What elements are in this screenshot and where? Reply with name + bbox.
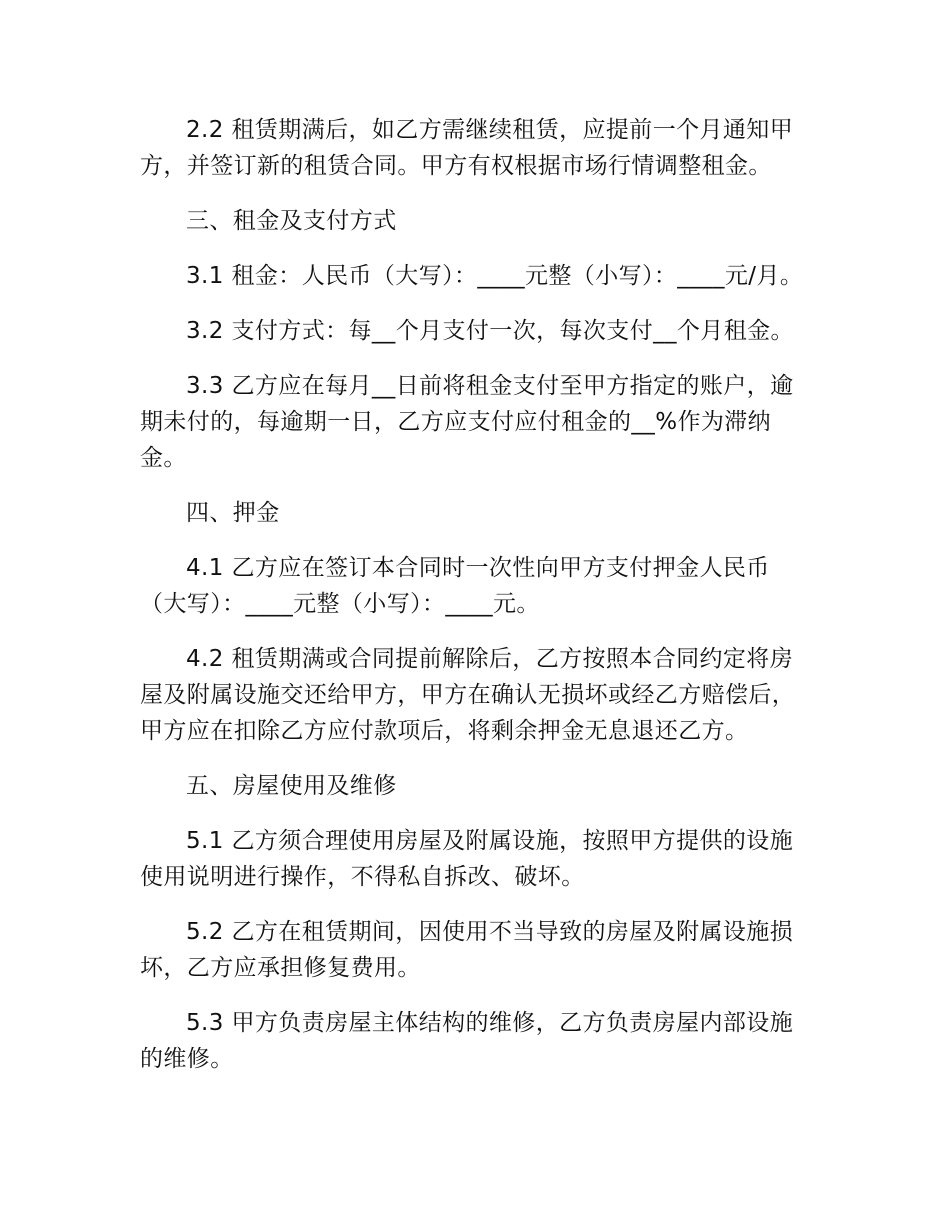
clause-4-2: 4.2 租赁期满或合同提前解除后，乙方按照本合同约定将房屋及附属设施交还给甲方，甲方在确认无损坏或经乙方赔偿后，甲方应在扣除乙方应付款项后，将剩余押金无息退还乙方。 — [140, 646, 796, 744]
clause-3-2: 3.2 支付方式：每__个月支付一次，每次支付__个月租金。 — [186, 318, 794, 344]
document-body — [140, 112, 812, 1096]
clause-2-2: 2.2 租赁期满后，如乙方需继续租赁，应提前一个月通知甲方，并签订新的租赁合同。甲方有权根据市场行情调整租金。 — [140, 117, 794, 179]
clause-3-1: 3.1 租金：人民币（大写）：____元整（小写）：____元/月。 — [186, 263, 804, 289]
section-heading-deposit: 四、押金 — [186, 500, 280, 526]
clause-5-1: 5.1 乙方须合理使用房屋及附属设施，按照甲方提供的设施使用说明进行操作，不得私自拆改、破坏。 — [140, 828, 794, 890]
clause-4-1: 4.1 乙方应在签订本合同时一次性向甲方支付押金人民币（大写）：____元整（小写）：____元。 — [140, 555, 770, 617]
section-heading-rent-payment: 三、租金及支付方式 — [186, 208, 397, 234]
section-heading-use-maintenance: 五、房屋使用及维修 — [186, 773, 397, 799]
clause-5-2: 5.2 乙方在租赁期间，因使用不当导致的房屋及附属设施损坏，乙方应承担修复费用。 — [140, 919, 794, 981]
clause-5-3: 5.3 甲方负责房屋主体结构的维修，乙方负责房屋内部设施的维修。 — [140, 1010, 794, 1072]
clause-3-3: 3.3 乙方应在每月__日前将租金支付至甲方指定的账户，逾期未付的，每逾期一日，乙方应支付应付租金的__%作为滞纳金。 — [140, 373, 794, 471]
